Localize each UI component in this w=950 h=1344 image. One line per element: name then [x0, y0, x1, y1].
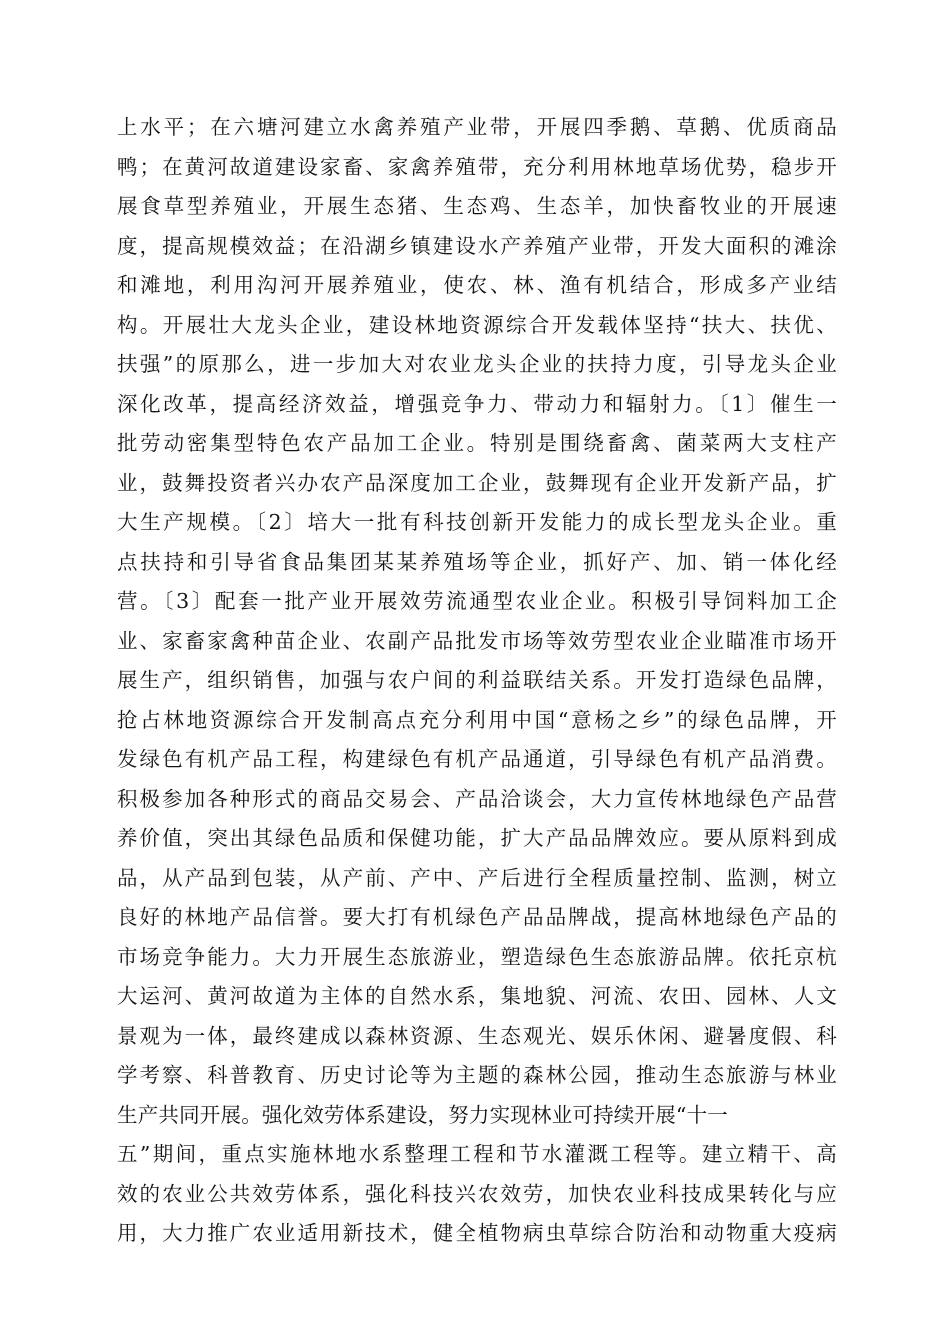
body-text — [117, 108, 837, 1254]
text-line: 展食草型养殖业，开展生态猪、生态鸡、生态羊，加快畜牧业的开展速 — [117, 194, 837, 218]
text-line: 构。开展壮大龙头企业，建设林地资源综合开发载体坚持“扶大、扶优、 — [117, 312, 837, 337]
text-line: 五”期间，重点实施林地水系整理工程和节水灌溉工程等。建立精干、高 — [117, 1142, 837, 1166]
text-line: 抢占林地资源综合开发制高点充分利用中国“意杨之乡”的绿色品牌，开 — [117, 707, 837, 732]
text-line: 品，从产品到包装，从产前、产中、产后进行全程质量控制、监测，树立 — [117, 865, 837, 890]
text-line: 积极参加各种形式的商品交易会、产品洽谈会，大力宣传林地绿色产品营 — [117, 786, 837, 811]
text-line: 展生产，组织销售，加强与农户间的利益联结关系。开发打造绿色品牌， — [117, 668, 837, 692]
text-line: 大运河、黄河故道为主体的自然水系，集地貌、河流、农田、园林、人文 — [117, 984, 837, 1008]
text-line: 业、家畜家禽种苗企业、农副产品批发市场等效劳型农业企业瞄准市场开 — [117, 628, 837, 653]
text-line: 养价值，突出其绿色品质和保健功能，扩大产品品牌效应。要从原料到成 — [117, 826, 837, 850]
text-line: 和滩地，利用沟河开展养殖业，使农、林、渔有机结合，形成多产业结 — [117, 273, 837, 297]
text-line: 发绿色有机产品工程，构建绿色有机产品通道，引导绿色有机产品消费。 — [117, 747, 837, 771]
text-line: 市场竞争能力。大力开展生态旅游业，塑造绿色生态旅游品牌。依托京杭 — [117, 944, 837, 969]
text-line: 生产共同开展。强化效劳体系建设，努力实现林业可持续开展“十一 — [117, 1102, 728, 1127]
text-line: 景观为一体，最终建成以森林资源、生态观光、娱乐休闲、避暑度假、科 — [117, 1023, 837, 1048]
text-line: 良好的林地产品信誉。要大打有机绿色产品品牌战，提高林地绿色产品的 — [117, 905, 837, 929]
text-line: 度，提高规模效益；在沿湖乡镇建设水产养殖产业带，开发大面积的滩涂 — [117, 233, 837, 258]
text-line: 批劳动密集型特色农产品加工企业。特别是围绕畜禽、菌菜两大支柱产 — [117, 431, 837, 455]
text-line: 效的农业公共效劳体系，强化科技兴农效劳，加快农业科技成果转化与应 — [117, 1181, 837, 1206]
text-line: 学考察、科普教育、历史讨论等为主题的森林公园，推动生态旅游与林业 — [117, 1063, 837, 1087]
text-line: 营。〔3〕配套一批产业开展效劳流通型农业企业。积极引导饲料加工企 — [117, 589, 837, 613]
text-line: 大生产规模。〔2〕培大一批有科技创新开发能力的成长型龙头企业。重 — [117, 510, 837, 534]
text-line: 上水平；在六塘河建立水禽养殖产业带，开展四季鹅、草鹅、优质商品 — [117, 115, 837, 139]
text-line: 业，鼓舞投资者兴办农产品深度加工企业，鼓舞现有企业开发新产品，扩 — [117, 470, 837, 495]
text-line: 用，大力推广农业适用新技术，健全植物病虫草综合防治和动物重大疫病 — [117, 1221, 837, 1245]
text-line: 深化改革，提高经济效益，增强竞争力、带动力和辐射力。〔1〕催生一 — [117, 391, 837, 416]
text-line: 鸭；在黄河故道建设家畜、家禽养殖带，充分利用林地草场优势，稳步开 — [117, 154, 837, 179]
text-line: 扶强”的原那么，进一步加大对农业龙头企业的扶持力度，引导龙头企业 — [117, 352, 837, 376]
text-line: 点扶持和引导省食品集团某某养殖场等企业，抓好产、加、销一体化经 — [117, 549, 837, 574]
